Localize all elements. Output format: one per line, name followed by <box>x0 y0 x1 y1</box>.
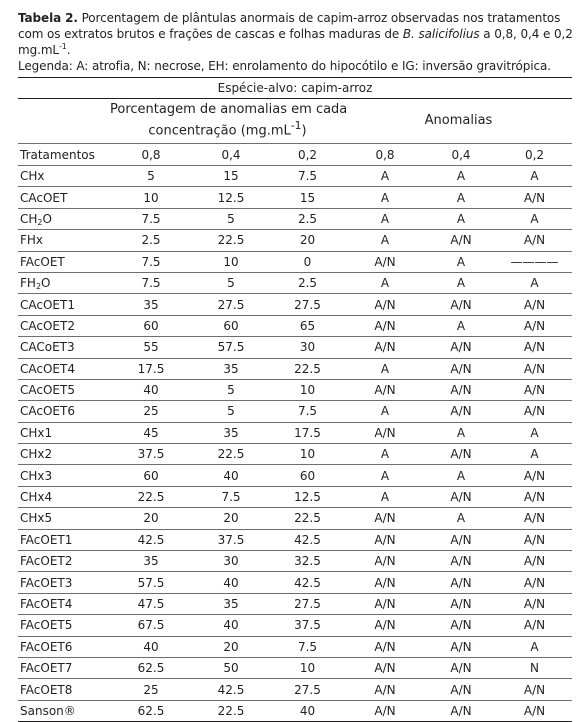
treatment-name-subscript: 2 <box>35 282 42 292</box>
treatment-name <box>18 166 110 187</box>
cell-anomaly-04: A/N <box>425 551 497 572</box>
cell-anomaly-08: A/N <box>345 251 425 272</box>
treatment-name <box>18 272 110 293</box>
table-row <box>18 529 572 550</box>
cell-anomaly-02: A <box>497 636 572 657</box>
cell-anomaly-04: A/N <box>425 572 497 593</box>
treatment-name <box>18 401 110 422</box>
cell-percent-02: 10 <box>270 444 345 465</box>
treatment-name-text: CAcOET <box>20 190 68 205</box>
cell-anomaly-08: A <box>345 230 425 251</box>
species-header-row <box>18 78 572 99</box>
table-row <box>18 337 572 358</box>
cell-percent-04: 15 <box>192 166 270 187</box>
cell-anomaly-08: A/N <box>345 551 425 572</box>
cell-percent-08: 5 <box>110 166 192 187</box>
cell-percent-04: 35 <box>192 358 270 379</box>
table-row <box>18 657 572 678</box>
cell-anomaly-02: A/N <box>497 465 572 486</box>
cell-anomaly-02: A/N <box>497 230 572 251</box>
cell-percent-02: 22.5 <box>270 508 345 529</box>
cell-percent-08: 40 <box>110 636 192 657</box>
cell-anomaly-02: A/N <box>497 315 572 336</box>
cell-percent-04: 20 <box>192 508 270 529</box>
table-row <box>18 379 572 400</box>
treatment-name-text: FAcOET <box>20 254 65 269</box>
cell-anomaly-02: A/N <box>497 294 572 315</box>
cell-percent-08: 17.5 <box>110 358 192 379</box>
cell-anomaly-08: A/N <box>345 529 425 550</box>
treatment-name <box>18 508 110 529</box>
cell-anomaly-08: A <box>345 358 425 379</box>
treatment-name-text: FAcOET8 <box>20 682 73 697</box>
treatment-name-text: FHx <box>20 233 44 248</box>
treatment-name-text: FAcOET7 <box>20 661 73 676</box>
cell-percent-08: 7.5 <box>110 208 192 229</box>
treatment-name-text: FAcOET4 <box>20 597 73 611</box>
treatment-name <box>18 593 110 614</box>
treatment-name <box>18 486 110 507</box>
table-row <box>18 593 572 614</box>
cell-percent-08: 42.5 <box>110 529 192 550</box>
cell-anomaly-08: A <box>345 208 425 229</box>
treatment-name <box>18 379 110 400</box>
cell-anomaly-02: A/N <box>497 529 572 550</box>
anomalies-table <box>18 77 572 722</box>
cell-percent-08: 47.5 <box>110 593 192 614</box>
table-row <box>18 294 572 315</box>
cell-percent-02: 2.5 <box>270 272 345 293</box>
cell-anomaly-02: A/N <box>497 379 572 400</box>
cell-anomaly-02: A/N <box>497 572 572 593</box>
cell-anomaly-04: A <box>425 272 497 293</box>
treatment-name-subscript: 2 <box>37 217 43 227</box>
cell-percent-04: 12.5 <box>192 187 270 208</box>
cell-anomaly-08: A/N <box>345 508 425 529</box>
cell-anomaly-02: A/N <box>497 615 572 636</box>
concentration-header-row <box>18 144 572 166</box>
cell-anomaly-02: A <box>497 272 572 293</box>
cell-percent-02: 22.5 <box>270 358 345 379</box>
treatment-name <box>18 230 110 251</box>
treatment-name-suffix: O <box>41 276 51 291</box>
cell-percent-04: 22.5 <box>192 700 270 721</box>
treatment-name-text: Sanson® <box>20 703 76 718</box>
table-row <box>18 679 572 700</box>
treatment-name <box>18 679 110 700</box>
treatment-name-text: FAcOET3 <box>20 575 73 590</box>
cell-percent-04: 30 <box>192 551 270 572</box>
cell-percent-02: 10 <box>270 379 345 400</box>
cell-percent-04: 60 <box>192 315 270 336</box>
treatment-name-text: CHx4 <box>20 490 53 505</box>
cell-percent-02: 27.5 <box>270 679 345 700</box>
cell-anomaly-02: A/N <box>497 401 572 422</box>
cell-anomaly-04: A/N <box>425 593 497 614</box>
table-row <box>18 272 572 293</box>
table-row <box>18 572 572 593</box>
cell-percent-08: 37.5 <box>110 444 192 465</box>
cell-anomaly-02: A/N <box>497 679 572 700</box>
caption-legend: Legenda: A: atrofia, N: necrose, EH: enrolamento do hipocótilo e IG: inversão gravitrópica. <box>18 59 551 73</box>
treatment-name-text: CHx1 <box>20 425 53 440</box>
cell-anomaly-08: A/N <box>345 700 425 721</box>
cell-percent-02: 42.5 <box>270 529 345 550</box>
cell-anomaly-02: A/N <box>497 551 572 572</box>
cell-anomaly-04: A <box>425 508 497 529</box>
table-row <box>18 401 572 422</box>
table-row <box>18 251 572 272</box>
table-row <box>18 615 572 636</box>
cell-anomaly-08: A/N <box>345 379 425 400</box>
caption-exponent: -1 <box>59 42 67 51</box>
treatment-name-text: CAcOET4 <box>20 361 75 376</box>
group-header-empty <box>18 99 110 144</box>
treatment-name <box>18 315 110 336</box>
cell-anomaly-04: A/N <box>425 636 497 657</box>
cell-percent-04: 20 <box>192 636 270 657</box>
cell-percent-08: 7.5 <box>110 272 192 293</box>
cell-percent-02: 20 <box>270 230 345 251</box>
cell-anomaly-08: A/N <box>345 657 425 678</box>
cell-anomaly-02: N <box>497 657 572 678</box>
treatment-name <box>18 657 110 678</box>
treatment-name-suffix: O <box>42 211 52 226</box>
cell-anomaly-04: A/N <box>425 294 497 315</box>
cell-percent-08: 25 <box>110 679 192 700</box>
cell-percent-08: 67.5 <box>110 615 192 636</box>
cell-percent-08: 55 <box>110 337 192 358</box>
caption-text-3: . <box>66 43 71 57</box>
cell-anomaly-08: A <box>345 272 425 293</box>
cell-percent-04: 22.5 <box>192 444 270 465</box>
cell-percent-08: 62.5 <box>110 657 192 678</box>
cell-percent-04: 5 <box>192 272 270 293</box>
cell-percent-02: 40 <box>270 700 345 721</box>
table-row <box>18 315 572 336</box>
cell-percent-04: 35 <box>192 422 270 443</box>
cell-percent-02: 7.5 <box>270 636 345 657</box>
treatment-name <box>18 529 110 550</box>
cell-percent-08: 62.5 <box>110 700 192 721</box>
cell-anomaly-04: A <box>425 187 497 208</box>
treatment-name-text: CHx2 <box>20 447 53 462</box>
col-header-treatments: Tratamentos <box>18 144 110 166</box>
cell-anomaly-02: A/N <box>497 700 572 721</box>
cell-percent-08: 60 <box>110 315 192 336</box>
col-header-anomaly-04: 0,4 <box>425 144 497 166</box>
cell-percent-02: 7.5 <box>270 401 345 422</box>
cell-percent-08: 22.5 <box>110 486 192 507</box>
treatment-name <box>18 572 110 593</box>
treatment-name-text: FAcOET1 <box>20 532 73 547</box>
treatment-name-text: CAcOET2 <box>20 318 75 333</box>
table-row <box>18 444 572 465</box>
cell-anomaly-04: A <box>425 465 497 486</box>
cell-anomaly-08: A/N <box>345 422 425 443</box>
treatment-name-text: CAcOET5 <box>20 383 75 398</box>
cell-percent-02: 60 <box>270 465 345 486</box>
cell-percent-08: 35 <box>110 294 192 315</box>
group-header-row <box>18 99 572 144</box>
table-row <box>18 700 572 721</box>
cell-anomaly-02: A/N <box>497 593 572 614</box>
cell-anomaly-04: A/N <box>425 337 497 358</box>
cell-percent-02: 17.5 <box>270 422 345 443</box>
treatment-name <box>18 551 110 572</box>
cell-anomaly-04: A/N <box>425 379 497 400</box>
cell-anomaly-02: A <box>497 166 572 187</box>
cell-anomaly-04: A/N <box>425 615 497 636</box>
cell-percent-02: 0 <box>270 251 345 272</box>
treatment-name <box>18 422 110 443</box>
cell-percent-04: 37.5 <box>192 529 270 550</box>
caption-text-1: Porcentagem de plântulas anormais de capim-arroz observadas nos tratamentos com os extratos brutos e frações de cascas e folhas maduras de <box>18 11 561 41</box>
cell-anomaly-04: A/N <box>425 700 497 721</box>
cell-anomaly-04: A/N <box>425 444 497 465</box>
treatment-name <box>18 615 110 636</box>
cell-anomaly-04: A <box>425 166 497 187</box>
treatment-name <box>18 636 110 657</box>
cell-percent-02: 2.5 <box>270 208 345 229</box>
cell-percent-04: 10 <box>192 251 270 272</box>
cell-anomaly-08: A/N <box>345 593 425 614</box>
cell-percent-04: 40 <box>192 572 270 593</box>
treatment-name-text: CHx3 <box>20 468 53 483</box>
treatment-name <box>18 208 110 229</box>
cell-anomaly-08: A/N <box>345 337 425 358</box>
group-percent-exponent: -1 <box>290 119 302 133</box>
treatment-name-text: CHx5 <box>20 511 53 526</box>
group-percent-line-1: Porcentagem de anomalias em cada <box>110 102 348 118</box>
cell-anomaly-02: A/N <box>497 187 572 208</box>
table-row <box>18 422 572 443</box>
treatment-name-text: FAcOET6 <box>20 639 73 654</box>
treatment-name-text: FH <box>20 276 36 291</box>
cell-percent-08: 45 <box>110 422 192 443</box>
table-row <box>18 208 572 229</box>
cell-percent-04: 7.5 <box>192 486 270 507</box>
cell-anomaly-08: A <box>345 166 425 187</box>
treatment-name-text: CHx <box>20 169 45 184</box>
table-row <box>18 187 572 208</box>
treatment-name <box>18 358 110 379</box>
cell-anomaly-02: A/N <box>497 358 572 379</box>
table-row <box>18 551 572 572</box>
table-row <box>18 486 572 507</box>
cell-percent-04: 5 <box>192 208 270 229</box>
table-row <box>18 508 572 529</box>
cell-percent-02: 15 <box>270 187 345 208</box>
cell-percent-02: 10 <box>270 657 345 678</box>
group-header-percent <box>110 99 348 144</box>
cell-percent-04: 40 <box>192 465 270 486</box>
cell-anomaly-04: A <box>425 251 497 272</box>
treatment-name <box>18 187 110 208</box>
cell-anomaly-04: A/N <box>425 401 497 422</box>
cell-percent-04: 27.5 <box>192 294 270 315</box>
cell-percent-02: 32.5 <box>270 551 345 572</box>
cell-percent-04: 57.5 <box>192 337 270 358</box>
cell-anomaly-08: A/N <box>345 294 425 315</box>
col-header-anomaly-02: 0,2 <box>497 144 572 166</box>
cell-anomaly-02: A <box>497 444 572 465</box>
cell-anomaly-04: A/N <box>425 230 497 251</box>
cell-percent-04: 22.5 <box>192 230 270 251</box>
cell-anomaly-08: A <box>345 465 425 486</box>
treatment-name <box>18 251 110 272</box>
treatment-name <box>18 337 110 358</box>
cell-anomaly-02: A/N <box>497 508 572 529</box>
cell-anomaly-08: A <box>345 187 425 208</box>
cell-percent-08: 20 <box>110 508 192 529</box>
treatment-name <box>18 700 110 721</box>
cell-percent-02: 12.5 <box>270 486 345 507</box>
treatment-name <box>18 465 110 486</box>
cell-anomaly-08: A/N <box>345 615 425 636</box>
treatment-name-text: CH <box>20 211 38 226</box>
table-row <box>18 230 572 251</box>
cell-anomaly-08: A/N <box>345 572 425 593</box>
cell-percent-02: 65 <box>270 315 345 336</box>
treatment-name-text: FAcOET2 <box>20 554 73 569</box>
caption-species: B. salicifolius <box>402 27 480 41</box>
cell-anomaly-08: A/N <box>345 636 425 657</box>
cell-percent-02: 42.5 <box>270 572 345 593</box>
cell-percent-08: 7.5 <box>110 251 192 272</box>
treatment-name-text: CAcOET1 <box>20 297 75 312</box>
cell-percent-02: 27.5 <box>270 593 345 614</box>
cell-percent-04: 40 <box>192 615 270 636</box>
cell-anomaly-04: A/N <box>425 679 497 700</box>
cell-percent-04: 42.5 <box>192 679 270 700</box>
table-body <box>18 166 572 722</box>
cell-anomaly-04: A/N <box>425 358 497 379</box>
cell-percent-08: 40 <box>110 379 192 400</box>
cell-percent-02: 27.5 <box>270 294 345 315</box>
table-row <box>18 358 572 379</box>
cell-anomaly-02: A/N <box>497 337 572 358</box>
cell-percent-08: 57.5 <box>110 572 192 593</box>
treatment-name-text: FAcOET5 <box>20 618 73 633</box>
cell-percent-04: 35 <box>192 593 270 614</box>
cell-anomaly-04: A <box>425 208 497 229</box>
cell-anomaly-04: A/N <box>425 486 497 507</box>
cell-anomaly-02: ———— <box>497 251 572 272</box>
cell-anomaly-04: A <box>425 422 497 443</box>
cell-anomaly-02: A/N <box>497 486 572 507</box>
table-caption <box>18 10 574 74</box>
col-header-percent-02: 0,2 <box>270 144 345 166</box>
group-percent-line-2: concentração (mg.mL <box>148 123 291 139</box>
cell-anomaly-08: A/N <box>345 315 425 336</box>
cell-anomaly-08: A/N <box>345 679 425 700</box>
group-percent-line-3: ) <box>301 123 307 139</box>
caption-label: Tabela 2. <box>18 11 78 25</box>
cell-percent-04: 5 <box>192 401 270 422</box>
cell-percent-08: 2.5 <box>110 230 192 251</box>
col-header-anomaly-08: 0,8 <box>345 144 425 166</box>
cell-percent-02: 7.5 <box>270 166 345 187</box>
cell-percent-08: 35 <box>110 551 192 572</box>
cell-percent-02: 37.5 <box>270 615 345 636</box>
caption-text-2: a 0,8, 0,4 e 0,2 mg.mL <box>18 27 573 57</box>
cell-anomaly-08: A <box>345 486 425 507</box>
cell-percent-08: 25 <box>110 401 192 422</box>
treatment-name <box>18 294 110 315</box>
col-header-percent-04: 0,4 <box>192 144 270 166</box>
col-header-percent-08: 0,8 <box>110 144 192 166</box>
cell-percent-08: 60 <box>110 465 192 486</box>
cell-anomaly-04: A/N <box>425 657 497 678</box>
table-row <box>18 636 572 657</box>
cell-percent-04: 50 <box>192 657 270 678</box>
species-header: Espécie-alvo: capim-arroz <box>18 78 572 99</box>
cell-percent-02: 30 <box>270 337 345 358</box>
cell-percent-04: 5 <box>192 379 270 400</box>
treatment-name <box>18 444 110 465</box>
cell-percent-08: 10 <box>110 187 192 208</box>
treatment-name-text: CACoET3 <box>20 340 75 355</box>
cell-anomaly-02: A <box>497 208 572 229</box>
table-row <box>18 166 572 187</box>
group-header-anomalies: Anomalias <box>345 99 572 144</box>
cell-anomaly-08: A <box>345 401 425 422</box>
table-row <box>18 465 572 486</box>
cell-anomaly-08: A <box>345 444 425 465</box>
cell-anomaly-04: A <box>425 315 497 336</box>
cell-anomaly-02: A <box>497 422 572 443</box>
cell-anomaly-04: A/N <box>425 529 497 550</box>
treatment-name-text: CAcOET6 <box>20 404 75 419</box>
